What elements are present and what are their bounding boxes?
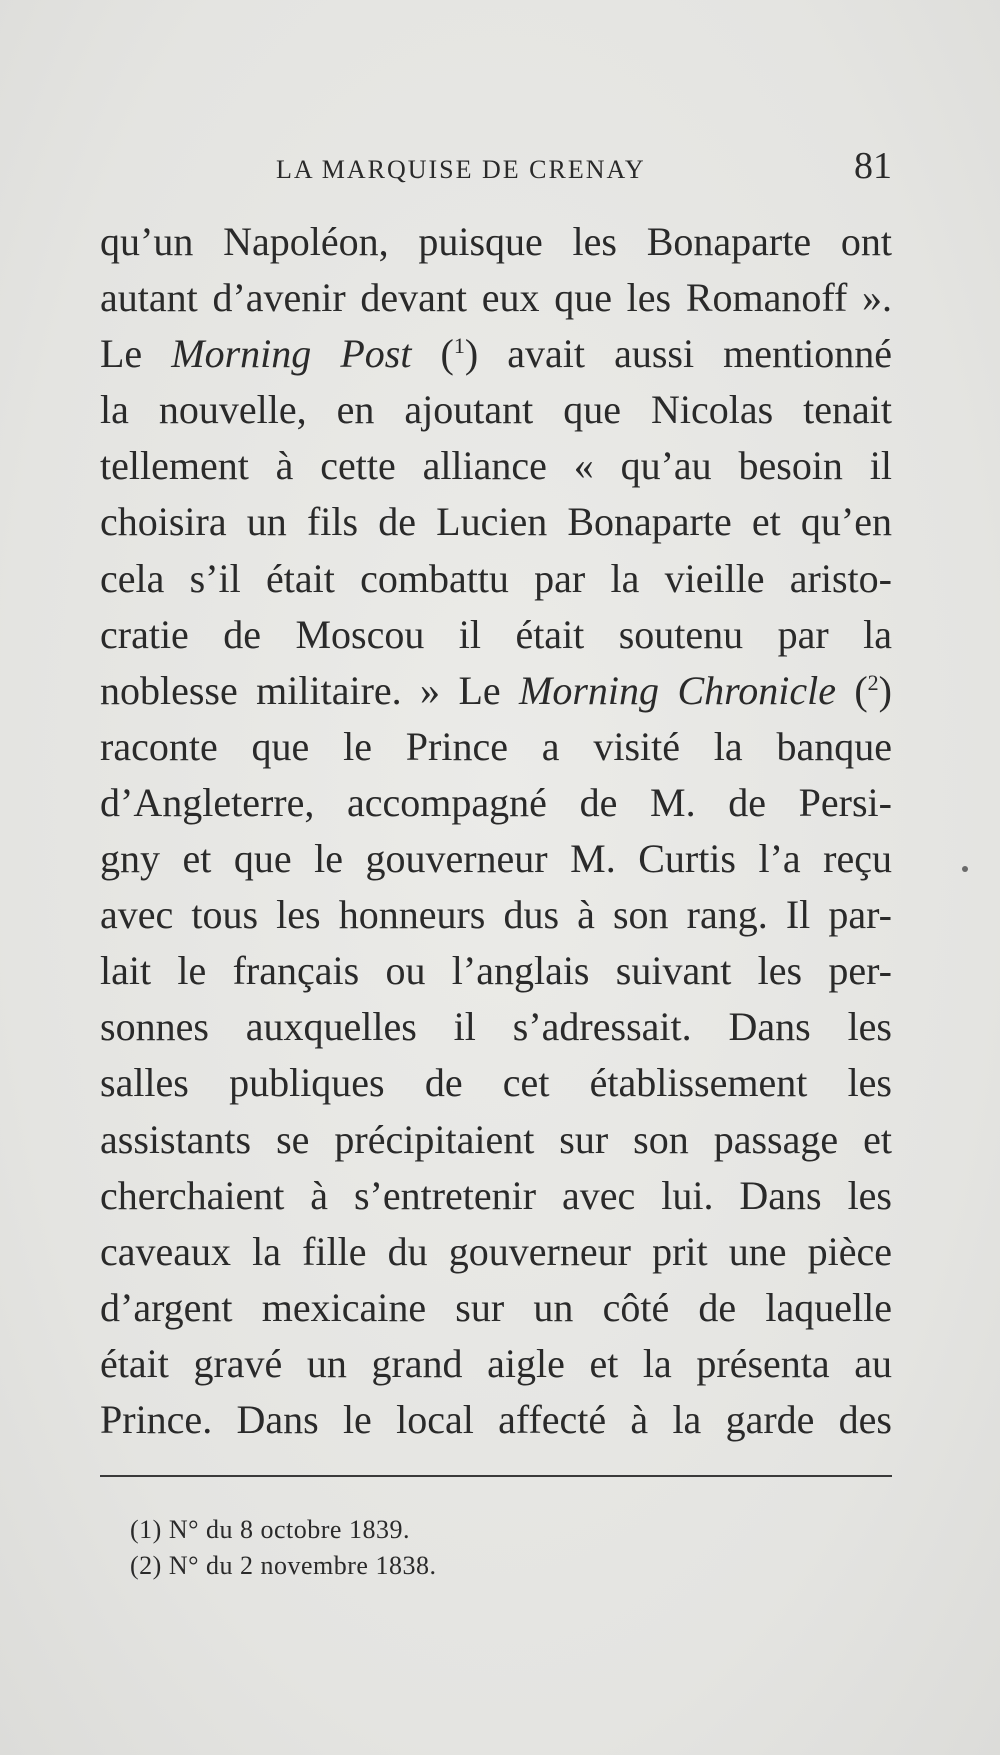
text-line: d’argent mexicaine sur un côté de laquelle [100,1284,892,1330]
text-line: tellement à cette alliance « qu’au besoin il [100,443,892,489]
text-line: qu’un Napoléon, puisque les Bonaparte ont [100,219,892,264]
footnote-ref: 2 [867,669,879,695]
running-head [100,145,892,188]
italic-title: Morning Post [171,331,412,377]
running-title: LA MARQUISE DE CRENAY [276,155,646,184]
footnotes [130,1512,436,1584]
text-line: la nouvelle, en ajoutant que Nicolas tenait [100,387,892,433]
text-line: Prince. Dans le local affecté à la garde des [100,1396,892,1442]
footnote-1: (1) N° du 8 octobre 1839. [130,1515,410,1544]
text-line: salles publiques de cet établissement les [100,1060,892,1106]
text-line: caveaux la fille du gouverneur prit une pièce [100,1228,892,1274]
text-line: cherchaient à s’entretenir avec lui. Dans les [100,1172,892,1218]
text-line: autant d’avenir devant eux que les Romanoff ». [100,275,892,321]
text-line: raconte que le Prince a visité la banque [100,723,892,769]
page-number: 81 [854,145,892,187]
text-line: gny et que le gouverneur M. Curtis l’a reçu [100,836,892,882]
text-line: avec tous les honneurs dus à son rang. Il par- [100,892,892,938]
paper-speck [962,866,968,872]
body-text [100,214,892,1448]
text-line: d’Angleterre, accompagné de M. de Persi- [100,779,892,825]
text-line: noblesse militaire. » Le Morning Chronicle ($^2$) [100,667,892,713]
text-line: cratie de Moscou il était soutenu par la [100,611,892,657]
text-line: cela s’il était combattu par la vieille aristo- [100,555,892,601]
text-line: assistants se précipitaient sur son passage et [100,1116,892,1162]
text-line: choisira un fils de Lucien Bonaparte et qu’en [100,499,892,545]
text-line: Le Morning Post ($^1$) avait aussi mentionné [100,331,893,377]
text-line: était gravé un grand aigle et la présenta au [100,1340,892,1386]
text-line: lait le français ou l’anglais suivant les per- [100,948,892,994]
footnote-ref: 1 [453,333,465,359]
footnote-2: (2) N° du 2 novembre 1838. [130,1551,437,1580]
text-line: sonnes auxquelles il s’adressait. Dans les [100,1004,892,1050]
footnote-divider [100,1475,892,1477]
italic-title: Morning Chronicle [519,667,836,713]
